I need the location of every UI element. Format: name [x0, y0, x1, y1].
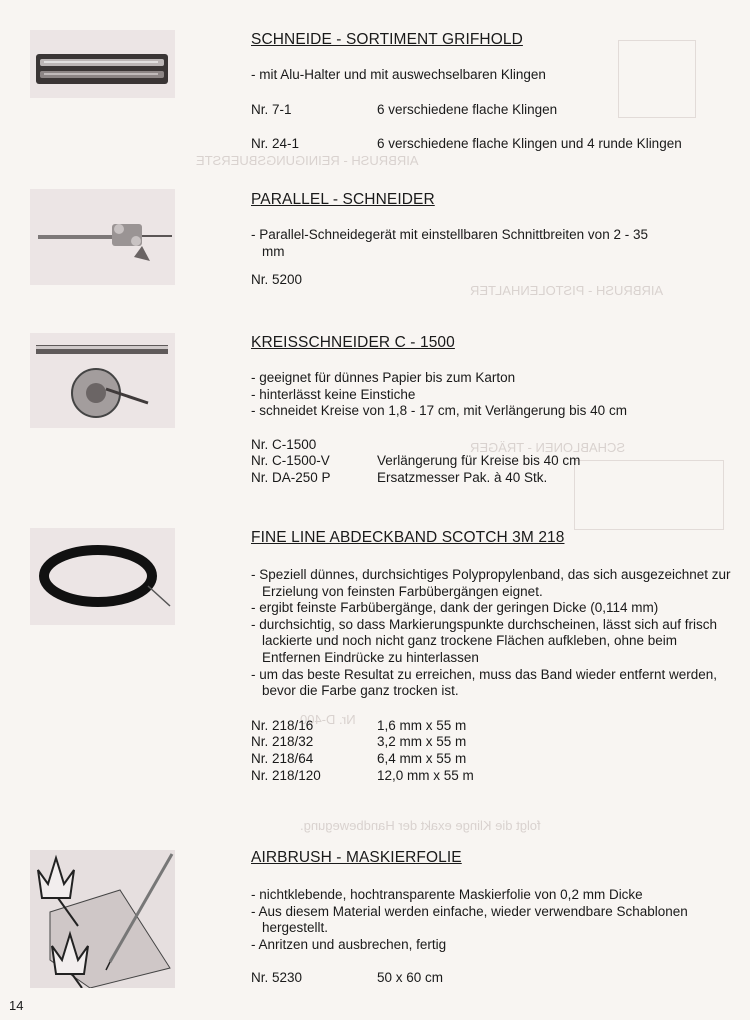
masking-film-image	[30, 850, 175, 988]
order-row	[251, 437, 741, 454]
bullet-list	[251, 227, 651, 260]
bleed-through-text: SCHABLONEN - TRÄGER	[470, 440, 626, 455]
tape-roll-image	[30, 528, 175, 625]
order-number: Nr. 218/32	[251, 734, 314, 750]
order-number: Nr. 218/16	[251, 717, 314, 733]
bullet-list	[251, 67, 741, 84]
bullet-item: - durchsichtig, so dass Markierungspunkte durchscheinen, lässt sich auf frisch lackierte und noch nicht ganz trockene Flächen aufkleben, ohne beim Entfernen Eindrücke zu hinterlassen	[251, 617, 736, 667]
grifhold-knife-set-image	[30, 30, 175, 98]
section-title: AIRBRUSH - MASKIERFOLIE	[251, 849, 462, 866]
order-number: Nr. 218/64	[251, 750, 314, 766]
order-row	[251, 768, 741, 785]
order-number: Nr. DA-250 P	[251, 469, 331, 485]
bullet-item: - hinterlässt keine Einstiche	[251, 387, 741, 404]
bleed-through-text: Nr. D-400	[300, 712, 356, 727]
section-masking-film	[251, 848, 741, 987]
order-row	[251, 272, 741, 289]
section-parallel	[251, 190, 741, 289]
bullet-item: - Parallel-Schneidegerät mit einstellbaren Schnittbreiten von 2 - 35 mm	[251, 227, 651, 260]
section-circle-cutter	[251, 333, 741, 487]
section-title: FINE LINE ABDECKBAND SCOTCH 3M 218	[251, 529, 565, 546]
order-row	[251, 751, 741, 768]
order-description: 1,6 mm x 55 m	[377, 717, 467, 733]
order-row	[251, 102, 741, 119]
bullet-item: - nichtklebende, hochtransparente Maskierfolie von 0,2 mm Dicke	[251, 887, 711, 904]
order-number: Nr. 218/120	[251, 767, 321, 783]
section-fine-line-tape	[251, 528, 741, 784]
bullet-item: - mit Alu-Halter und mit auswechselbaren Klingen	[251, 67, 741, 84]
order-description: 3,2 mm x 55 m	[377, 734, 467, 750]
order-number: Nr. 24-1	[251, 136, 300, 152]
order-description	[377, 437, 741, 454]
circle-cutter-image	[30, 333, 175, 428]
parallel-cutter-image	[30, 189, 175, 285]
section-grifhold	[251, 30, 741, 153]
bleed-through-text: AIRBRUSH - PISTOLENHALTER	[470, 283, 664, 298]
order-description: 6,4 mm x 55 m	[377, 750, 467, 766]
order-description: 12,0 mm x 55 m	[377, 767, 474, 783]
order-row	[251, 718, 741, 735]
bullet-list	[251, 887, 711, 953]
order-row	[251, 470, 741, 487]
bullet-item: - Anritzen und ausbrechen, fertig	[251, 937, 711, 954]
bullet-list	[251, 567, 736, 700]
bullet-item: - schneidet Kreise von 1,8 - 17 cm, mit Verlängerung bis 40 cm	[251, 403, 741, 420]
order-description	[377, 272, 741, 289]
order-number: Nr. 5230	[251, 970, 303, 986]
order-description: 6 verschiedene flache Klingen und 4 runde Klingen	[377, 136, 682, 152]
bleed-through-text: folgt die Klinge exakt der Handbewegung.	[300, 818, 541, 833]
order-number: Nr. C-1500	[251, 436, 317, 452]
section-title: PARALLEL - SCHNEIDER	[251, 191, 435, 208]
order-number: Nr. 5200	[251, 272, 303, 288]
order-row	[251, 453, 741, 470]
order-description: Ersatzmesser Pak. à 40 Stk.	[377, 469, 548, 485]
bullet-list	[251, 370, 741, 420]
section-title: SCHNEIDE - SORTIMENT GRIFHOLD	[251, 31, 523, 48]
order-row	[251, 136, 741, 153]
order-number: Nr. 7-1	[251, 101, 292, 117]
bullet-item: - Aus diesem Material werden einfache, wieder verwendbare Schablonen hergestellt.	[251, 904, 711, 937]
order-description: 50 x 60 cm	[377, 970, 444, 986]
bullet-item: - ergibt feinste Farbübergänge, dank der geringen Dicke (0,114 mm)	[251, 600, 736, 617]
order-description: Verlängerung für Kreise bis 40 cm	[377, 453, 581, 469]
order-row	[251, 970, 741, 987]
bullet-item: - um das beste Resultat zu erreichen, muss das Band wieder entfernt werden, bevor die Farbe ganz trocken ist.	[251, 667, 736, 700]
order-number: Nr. C-1500-V	[251, 453, 330, 469]
order-row	[251, 734, 741, 751]
order-description: 6 verschiedene flache Klingen	[377, 101, 558, 117]
section-title: KREISSCHNEIDER C - 1500	[251, 334, 455, 351]
bullet-item: - geeignet für dünnes Papier bis zum Karton	[251, 370, 741, 387]
page-number: 14	[9, 998, 24, 1013]
bullet-item: - Speziell dünnes, durchsichtiges Polypropylenband, das sich ausgezeichnet zur Erzielung von feinsten Farbübergängen eignet.	[251, 567, 736, 600]
bleed-through-text: AIRBRUSH - REINIGUNGSBUERSTE	[196, 153, 419, 168]
